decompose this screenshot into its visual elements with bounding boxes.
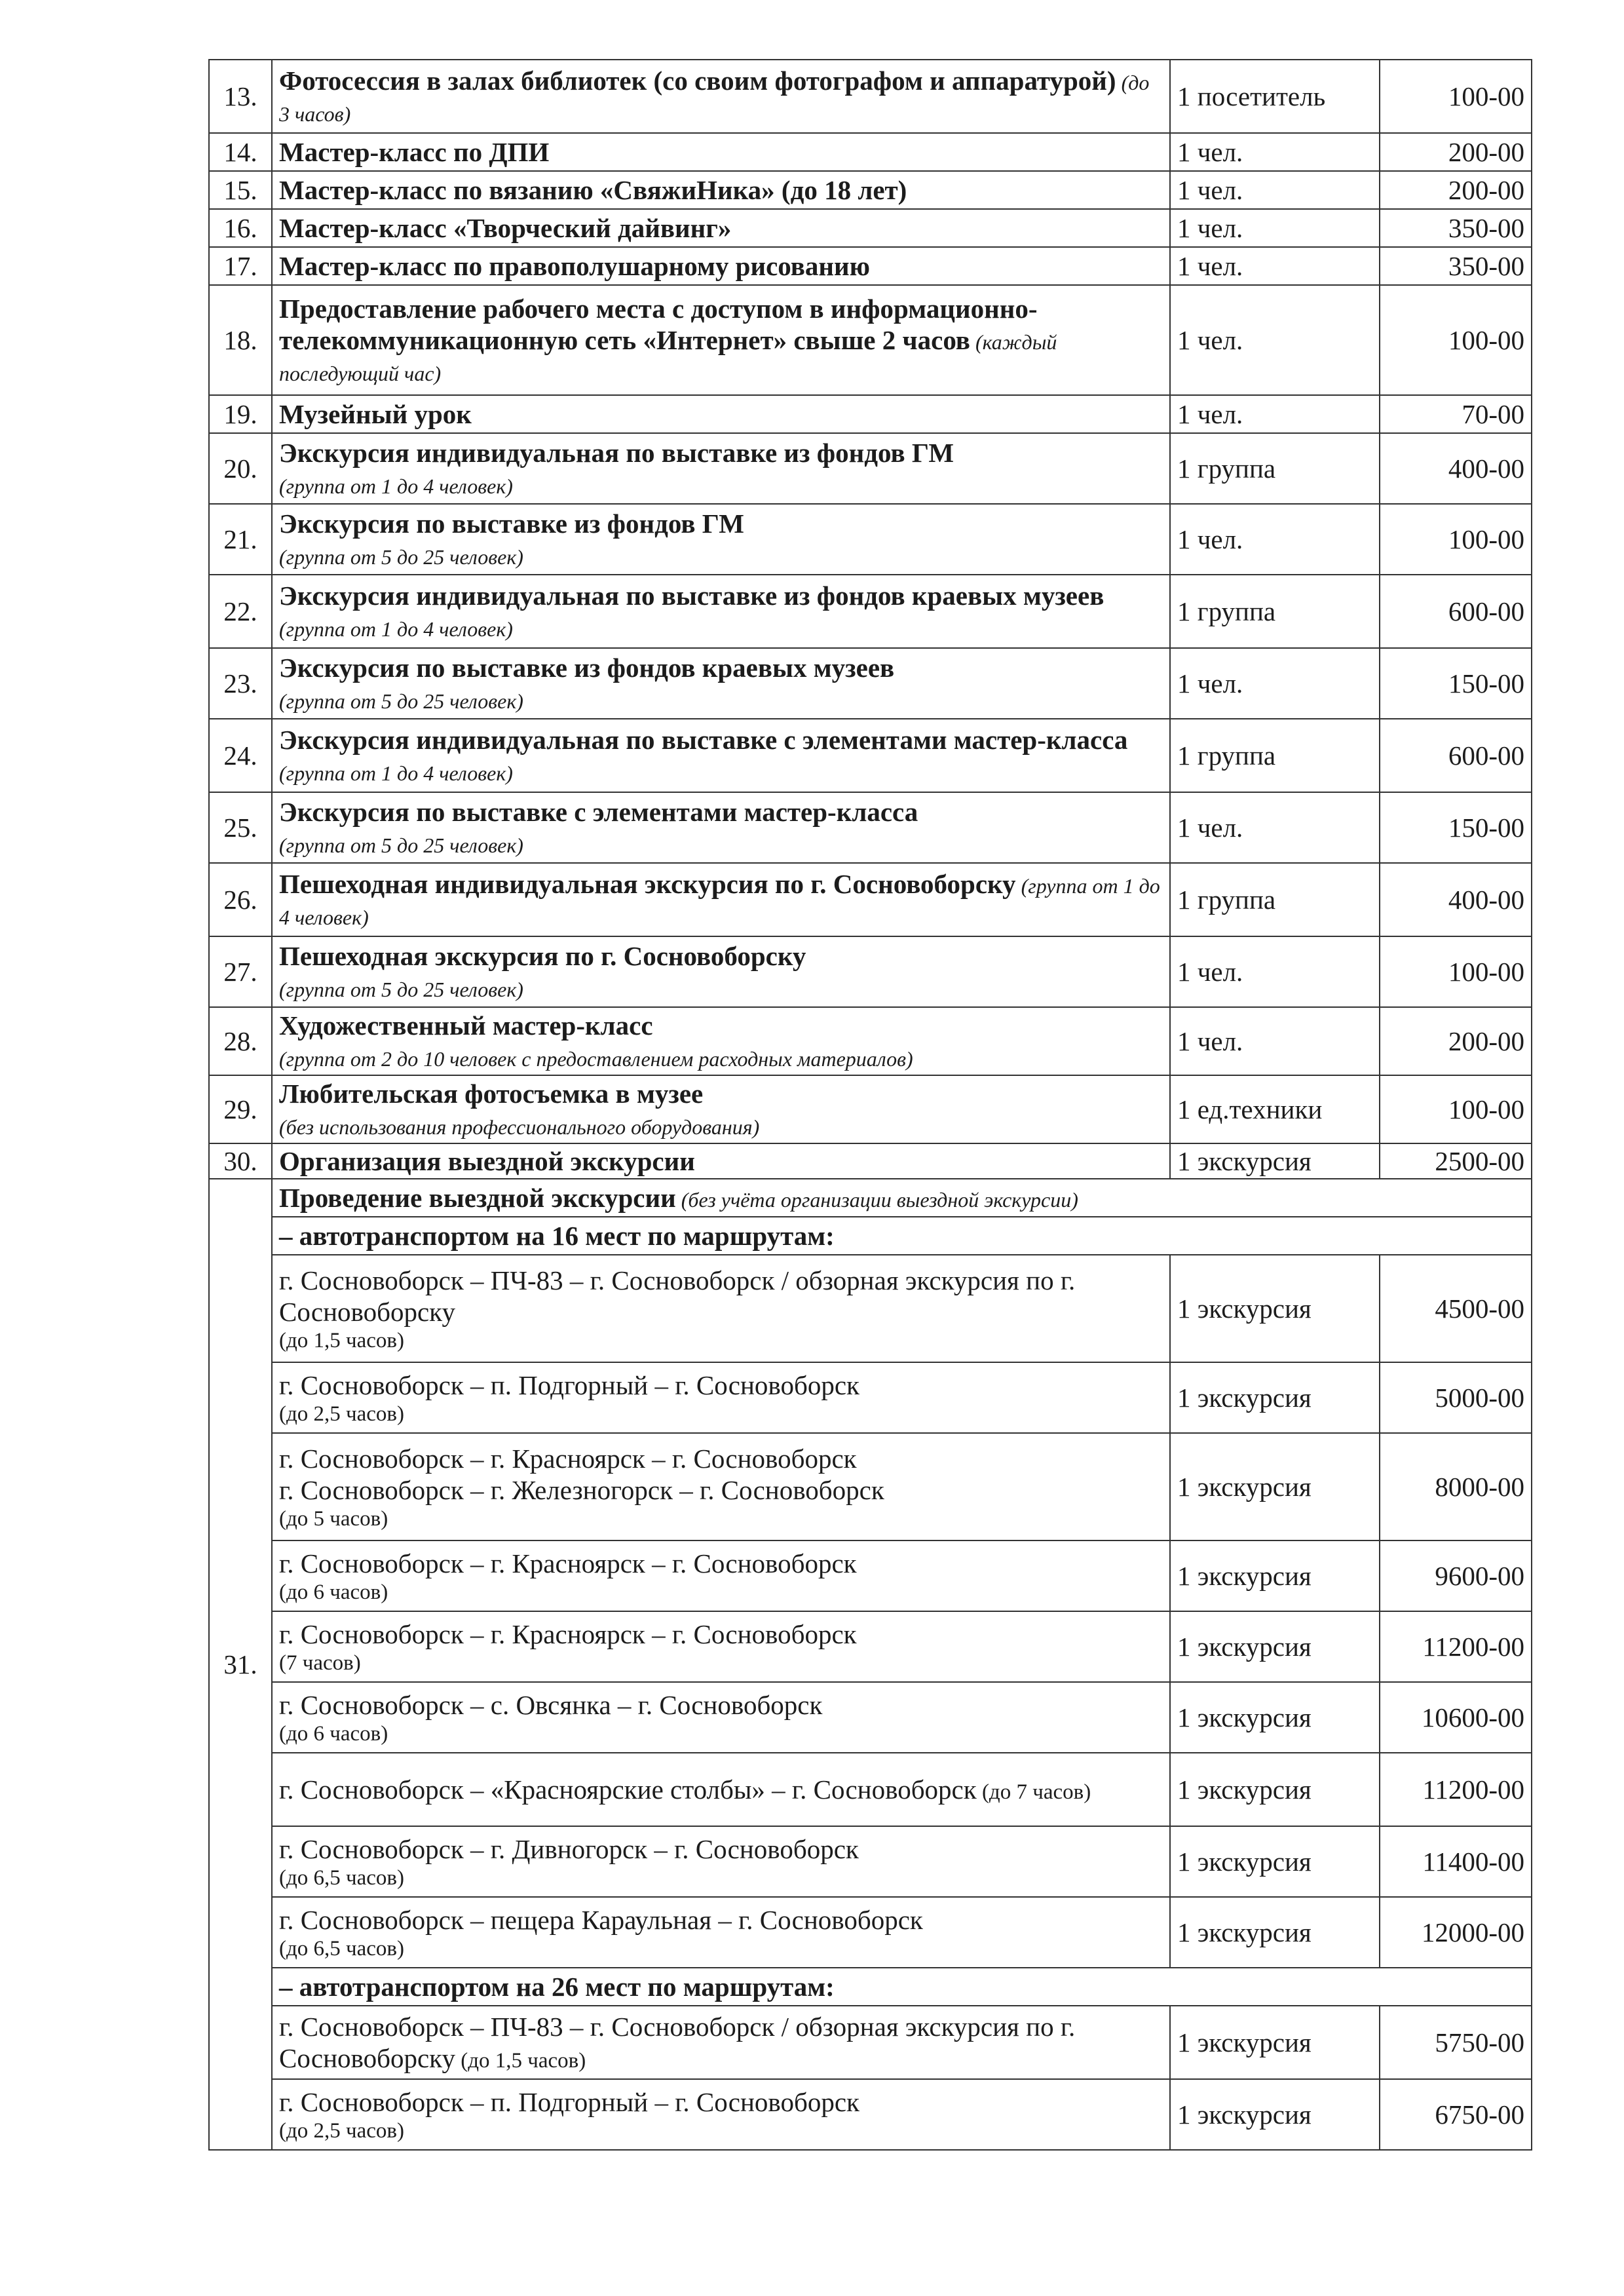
row-number: 20. (209, 433, 272, 504)
route-cell (272, 1540, 1170, 1611)
route-name: г. Сосновоборск – г. Красноярск – г. Сосновоборск (279, 1548, 857, 1578)
price: 11200-00 (1380, 1753, 1532, 1826)
table-row (209, 1007, 1532, 1075)
row-number: 24. (209, 719, 272, 792)
service-name (272, 719, 1170, 792)
subgroup-heading (272, 1968, 1532, 2006)
service-title: Экскурсия индивидуальная по выставке с элементами мастер-класса (279, 725, 1128, 756)
service-note: (без использования профессионального оборудования) (279, 1115, 760, 1139)
route-cell (272, 1682, 1170, 1753)
price: 10600-00 (1380, 1682, 1532, 1753)
price: 11200-00 (1380, 1611, 1532, 1682)
table-row (209, 1143, 1532, 1179)
service-title: Музейный урок (279, 399, 472, 430)
route-row (209, 1682, 1532, 1753)
unit: 1 чел. (1170, 936, 1380, 1007)
subgroup-row (209, 1968, 1532, 2006)
service-note: (группа от 1 до 4 человек) (279, 874, 1160, 929)
price-list-table (208, 59, 1532, 2151)
unit: 1 посетитель (1170, 60, 1380, 133)
route-duration: (до 6 часов) (279, 1580, 388, 1604)
service-name (272, 433, 1170, 504)
service-name (272, 648, 1170, 719)
service-name (272, 133, 1170, 171)
service-title: Пешеходная экскурсия по г. Сосновоборску (279, 941, 806, 972)
unit: 1 экскурсия (1170, 1540, 1380, 1611)
row-number: 16. (209, 209, 272, 247)
unit: 1 ед.техники (1170, 1075, 1380, 1143)
service-note: (группа от 1 до 4 человек) (279, 761, 513, 785)
price: 100-00 (1380, 1075, 1532, 1143)
service-note: (группа от 5 до 25 человек) (279, 978, 523, 1001)
route-cell (272, 1753, 1170, 1826)
route-name: г. Сосновоборск – п. Подгорный – г. Сосновоборск (279, 2086, 859, 2117)
subgroup-26-label: – автотранспортом на 26 мест по маршрутам: (279, 1972, 835, 2002)
service-note: (каждый последующий час) (279, 330, 1057, 385)
route-duration: (до 6 часов) (279, 1721, 388, 1746)
price: 400-00 (1380, 863, 1532, 936)
unit: 1 экскурсия (1170, 1897, 1380, 1968)
unit: 1 экскурсия (1170, 2006, 1380, 2079)
table-row (209, 504, 1532, 575)
price: 70-00 (1380, 395, 1532, 433)
unit: 1 группа (1170, 575, 1380, 648)
route-duration: (до 6,5 часов) (279, 1936, 404, 1961)
unit: 1 чел. (1170, 504, 1380, 575)
service-note: (группа от 5 до 25 человек) (279, 689, 523, 713)
service-note: (группа от 2 до 10 человек с предоставлением расходных материалов) (279, 1047, 913, 1071)
route-duration: (до 2,5 часов) (279, 1402, 404, 1426)
table-row (209, 209, 1532, 247)
unit: 1 чел. (1170, 285, 1380, 395)
unit: 1 экскурсия (1170, 1143, 1380, 1179)
route-name-alt: г. Сосновоборск – г. Железногорск – г. Сосновоборск (279, 1474, 884, 1505)
price: 100-00 (1380, 285, 1532, 395)
row-number: 28. (209, 1007, 272, 1075)
price: 600-00 (1380, 719, 1532, 792)
price: 400-00 (1380, 433, 1532, 504)
service-name (272, 504, 1170, 575)
service-title: Экскурсия по выставке из фондов краевых музеев (279, 653, 895, 683)
service-note: (группа от 5 до 25 человек) (279, 545, 523, 569)
price: 200-00 (1380, 133, 1532, 171)
price: 100-00 (1380, 504, 1532, 575)
unit: 1 группа (1170, 433, 1380, 504)
route-name: г. Сосновоборск – с. Овсянка – г. Сосновоборск (279, 1689, 823, 1720)
table-row (209, 395, 1532, 433)
service-name (272, 1143, 1170, 1179)
subgroup-16-label: – автотранспортом на 16 мест по маршрутам: (279, 1221, 835, 1252)
unit: 1 группа (1170, 863, 1380, 936)
service-name (272, 209, 1170, 247)
price: 5750-00 (1380, 2006, 1532, 2079)
route-duration: (до 2,5 часов) (279, 2118, 404, 2143)
route-cell (272, 2006, 1170, 2079)
service-note: (группа от 1 до 4 человек) (279, 617, 513, 641)
service-title: Мастер-класс по вязанию «СвяжиНика» (до 18 лет) (279, 175, 907, 206)
unit: 1 экскурсия (1170, 1362, 1380, 1433)
row-number: 30. (209, 1143, 272, 1179)
route-row (209, 1362, 1532, 1433)
route-row (209, 1255, 1532, 1362)
service-name (272, 60, 1170, 133)
service-title: Экскурсия индивидуальная по выставке из фондов ГМ (279, 438, 954, 469)
route-name: г. Сосновоборск – г. Красноярск – г. Сосновоборск (279, 1618, 857, 1649)
unit: 1 чел. (1170, 209, 1380, 247)
row-number: 15. (209, 171, 272, 209)
row-number: 25. (209, 792, 272, 863)
row-number: 14. (209, 133, 272, 171)
route-row (209, 2079, 1532, 2150)
route-name: г. Сосновоборск – ПЧ-83 – г. Сосновоборск / обзорная экскурсия по г. Сосновоборску (279, 2012, 1076, 2073)
service-title: Фотосессия в залах библиотек (со своим фотографом и аппаратурой) (279, 66, 1116, 96)
route-cell (272, 1611, 1170, 1682)
unit: 1 чел. (1170, 171, 1380, 209)
route-duration: (до 7 часов) (976, 1780, 1091, 1805)
service-title: Экскурсия индивидуальная по выставке из фондов краевых музеев (279, 581, 1105, 611)
row-number: 18. (209, 285, 272, 395)
row-number: 21. (209, 504, 272, 575)
service-name (272, 285, 1170, 395)
route-row (209, 1897, 1532, 1968)
table-row (209, 863, 1532, 936)
route-duration: (до 1,5 часов) (279, 1328, 404, 1352)
row-number: 26. (209, 863, 272, 936)
route-name: г. Сосновоборск – п. Подгорный – г. Сосновоборск (279, 1369, 859, 1400)
route-name: г. Сосновоборск – ПЧ-83 – г. Сосновоборск / обзорная экскурсия по г. Сосновоборску (279, 1265, 1076, 1327)
unit: 1 чел. (1170, 648, 1380, 719)
unit: 1 экскурсия (1170, 1753, 1380, 1826)
table-row (209, 1075, 1532, 1143)
price: 6750-00 (1380, 2079, 1532, 2150)
service-note: (группа от 1 до 4 человек) (279, 474, 513, 498)
price: 5000-00 (1380, 1362, 1532, 1433)
price: 8000-00 (1380, 1433, 1532, 1540)
service-title: Экскурсия по выставке с элементами мастер-класса (279, 797, 918, 828)
service-title: Предоставление рабочего места с доступом в информационно-телекоммуникационную сеть «Интернет» свыше 2 часов (279, 294, 1038, 356)
route-cell (272, 1826, 1170, 1897)
unit: 1 чел. (1170, 395, 1380, 433)
table-row (209, 285, 1532, 395)
route-cell (272, 1433, 1170, 1540)
route-row (209, 2006, 1532, 2079)
unit: 1 экскурсия (1170, 1682, 1380, 1753)
price: 150-00 (1380, 648, 1532, 719)
table-row (209, 575, 1532, 648)
price: 11400-00 (1380, 1826, 1532, 1897)
service-title: Мастер-класс «Творческий дайвинг» (279, 213, 732, 244)
service-name (272, 936, 1170, 1007)
row-number: 27. (209, 936, 272, 1007)
service-note: (группа от 5 до 25 человек) (279, 833, 523, 857)
service-title: Любительская фотосъемка в музее (279, 1079, 704, 1109)
route-duration: (до 5 часов) (279, 1506, 388, 1531)
route-cell (272, 1362, 1170, 1433)
unit: 1 чел. (1170, 247, 1380, 285)
service-title: Пешеходная индивидуальная экскурсия по г. Сосновоборску (279, 869, 1016, 900)
service-note: (до 3 часов) (279, 71, 1150, 126)
route-row (209, 1433, 1532, 1540)
service-name (272, 792, 1170, 863)
unit: 1 экскурсия (1170, 1433, 1380, 1540)
price: 350-00 (1380, 209, 1532, 247)
route-cell (272, 1255, 1170, 1362)
service-name (272, 863, 1170, 936)
table-row (209, 648, 1532, 719)
price: 2500-00 (1380, 1143, 1532, 1179)
route-duration: (до 1,5 часов) (455, 2049, 586, 2073)
row-number: 29. (209, 1075, 272, 1143)
table-row (209, 60, 1532, 133)
table-row (209, 792, 1532, 863)
route-cell (272, 2079, 1170, 2150)
route-row (209, 1611, 1532, 1682)
price: 100-00 (1380, 60, 1532, 133)
service-name (272, 247, 1170, 285)
row-number: 22. (209, 575, 272, 648)
service-title: Художественный мастер-класс (279, 1010, 653, 1041)
route-name: г. Сосновоборск – г. Красноярск – г. Сосновоборск (279, 1443, 857, 1474)
price: 100-00 (1380, 936, 1532, 1007)
unit: 1 чел. (1170, 792, 1380, 863)
unit: 1 экскурсия (1170, 1255, 1380, 1362)
price: 9600-00 (1380, 1540, 1532, 1611)
unit: 1 экскурсия (1170, 1826, 1380, 1897)
service-note: (без учёта организации выездной экскурсии) (675, 1188, 1078, 1212)
route-row (209, 1826, 1532, 1897)
price: 150-00 (1380, 792, 1532, 863)
price: 600-00 (1380, 575, 1532, 648)
service-name (272, 575, 1170, 648)
route-duration: (до 6,5 часов) (279, 1866, 404, 1890)
row-number: 17. (209, 247, 272, 285)
subgroup-heading (272, 1217, 1532, 1255)
table-row (209, 719, 1532, 792)
service-title: Мастер-класс по правополушарному рисованию (279, 251, 870, 282)
route-row (209, 1540, 1532, 1611)
unit: 1 экскурсия (1170, 1611, 1380, 1682)
row-number: 31. (209, 1179, 272, 2150)
price: 200-00 (1380, 171, 1532, 209)
row-number: 13. (209, 60, 272, 133)
table-row (209, 433, 1532, 504)
service-title: Организация выездной экскурсии (279, 1146, 695, 1177)
unit: 1 экскурсия (1170, 2079, 1380, 2150)
route-cell (272, 1897, 1170, 1968)
service-title: Проведение выездной экскурсии (279, 1183, 676, 1214)
route-row (209, 1753, 1532, 1826)
row-number: 19. (209, 395, 272, 433)
service-name (272, 1179, 1532, 1217)
service-name (272, 171, 1170, 209)
price: 350-00 (1380, 247, 1532, 285)
subgroup-row (209, 1217, 1532, 1255)
service-name (272, 395, 1170, 433)
route-name: г. Сосновоборск – пещера Караульная – г. Сосновоборск (279, 1904, 923, 1935)
table-row (209, 936, 1532, 1007)
price: 12000-00 (1380, 1897, 1532, 1968)
service-title: Мастер-класс по ДПИ (279, 137, 550, 168)
table-row (209, 247, 1532, 285)
table-row (209, 133, 1532, 171)
price: 200-00 (1380, 1007, 1532, 1075)
service-name (272, 1007, 1170, 1075)
table-row (209, 1179, 1532, 1217)
table-row (209, 171, 1532, 209)
row-number: 23. (209, 648, 272, 719)
unit: 1 чел. (1170, 133, 1380, 171)
service-title: Экскурсия по выставке из фондов ГМ (279, 508, 744, 539)
route-name: г. Сосновоборск – «Красноярские столбы» – г. Сосновоборск (279, 1774, 977, 1805)
unit: 1 группа (1170, 719, 1380, 792)
unit: 1 чел. (1170, 1007, 1380, 1075)
route-name: г. Сосновоборск – г. Дивногорск – г. Сосновоборск (279, 1833, 859, 1864)
route-duration: (7 часов) (279, 1651, 361, 1675)
service-name (272, 1075, 1170, 1143)
price: 4500-00 (1380, 1255, 1532, 1362)
